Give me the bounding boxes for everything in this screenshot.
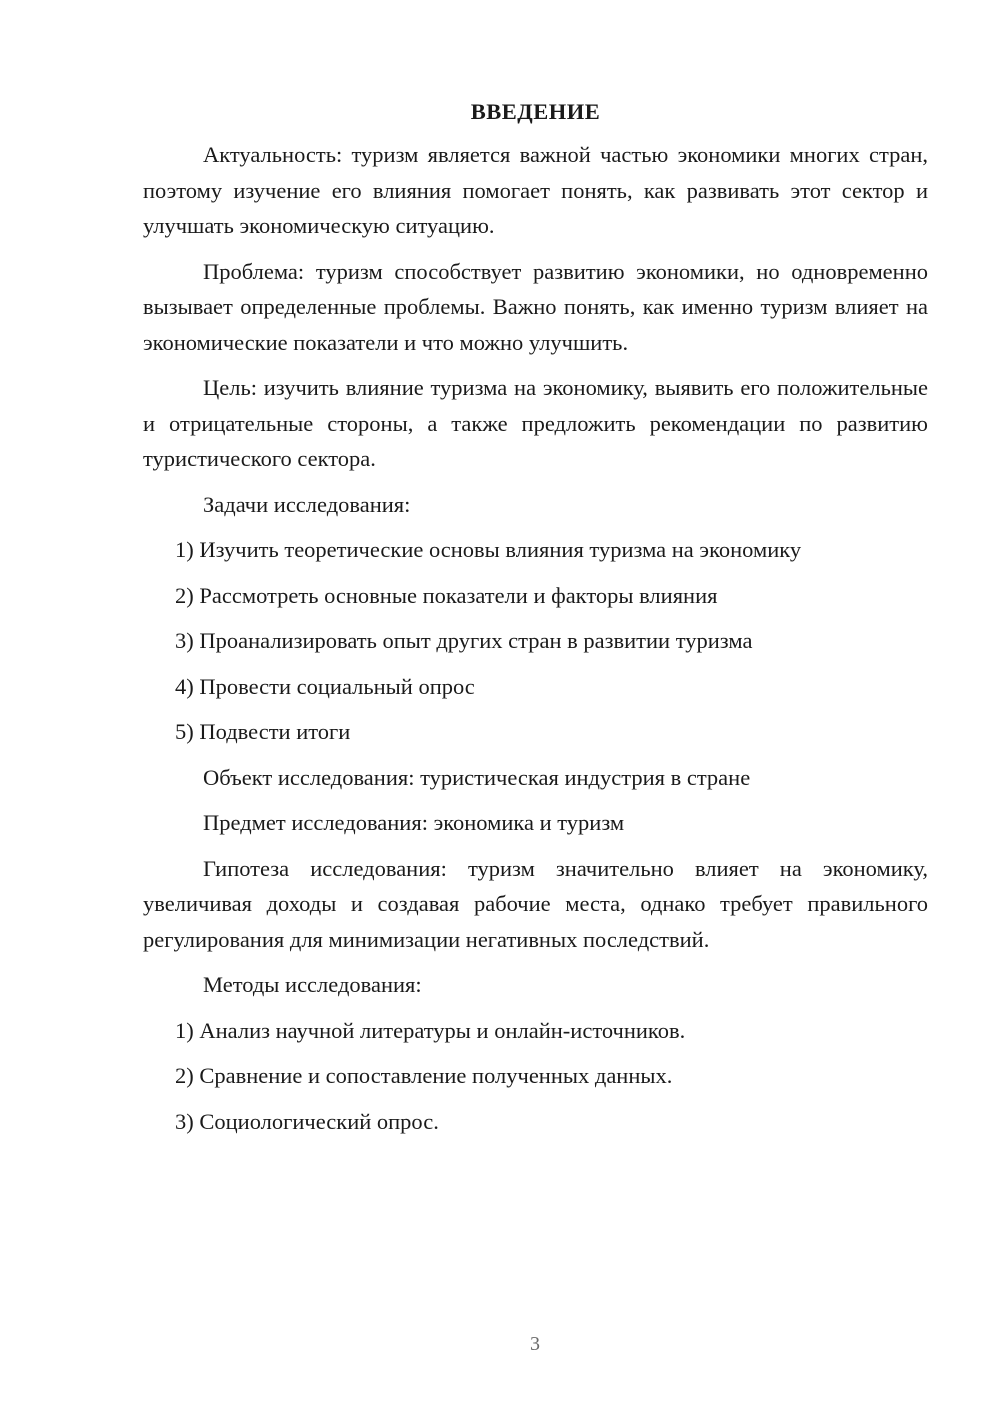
list-item: 5) Подвести итоги (175, 719, 351, 744)
tasks-heading: Задачи исследования: (203, 491, 411, 517)
subject-line: Предмет исследования: экономика и туризм (203, 810, 625, 835)
tasks-list (143, 532, 928, 750)
page-number: 3 (530, 1333, 540, 1355)
object-line: Объект исследования: туристическая индустрия в стране (203, 764, 751, 790)
hypothesis-paragraph: Гипотеза исследования: туризм значительно влияет на экономику, увеличивая доходы и создавая рабочие места, однако требует правильного регулирования для минимизации негативных последствий. (143, 855, 928, 952)
list-item: 1) Анализ научной литературы и онлайн-источников. (175, 1017, 686, 1043)
list-item: 4) Провести социальный опрос (175, 673, 475, 699)
relevance-paragraph: Актуальность: туризм является важной частью экономики многих стран, поэтому изучение его влияния помогает понять, как развивать этот сектор и улучшать экономическую ситуацию. (143, 142, 928, 238)
list-item: 2) Сравнение и сопоставление полученных данных. (175, 1063, 673, 1088)
document-page (143, 96, 928, 1149)
list-item: 2) Рассмотреть основные показатели и факторы влияния (175, 582, 718, 608)
list-item: 1) Изучить теоретические основы влияния туризма на экономику (175, 537, 802, 562)
problem-paragraph: Проблема: туризм способствует развитию экономики, но одновременно вызывает определенные проблемы. Важно понять, как именно туризм влияет на экономические показатели и что можно улучшить. (143, 258, 928, 355)
goal-paragraph: Цель: изучить влияние туризма на экономику, выявить его положительные и отрицательные стороны, а также предложить рекомендации по развитию туристического сектора. (143, 375, 928, 471)
list-item: 3) Проанализировать опыт других стран в развитии туризма (175, 628, 753, 653)
methods-list (143, 1013, 928, 1140)
section-title: ВВЕДЕНИЕ (470, 99, 601, 124)
methods-heading: Методы исследования: (203, 972, 422, 997)
list-item: 3) Социологический опрос. (175, 1108, 439, 1134)
